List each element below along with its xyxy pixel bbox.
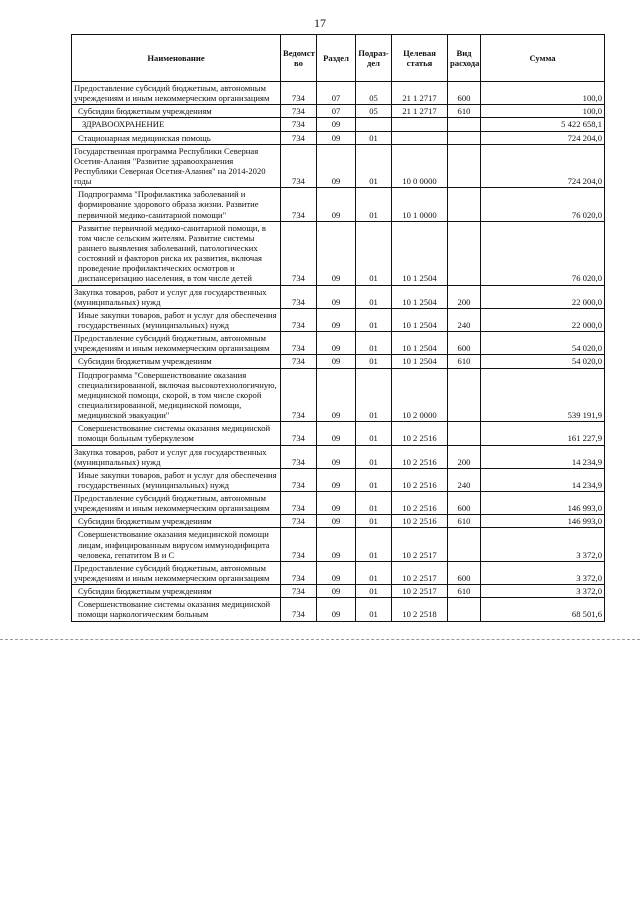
page-number: 17 bbox=[314, 16, 326, 30]
table-row bbox=[72, 285, 605, 308]
cell-vid: 600 bbox=[448, 332, 481, 355]
cell-vid bbox=[448, 528, 481, 561]
cell-name: Совершенствование системы оказания медицинской помощи больным туберкулезом bbox=[72, 422, 281, 445]
cell-summa: 68 501,6 bbox=[481, 598, 605, 621]
cell-summa: 146 993,0 bbox=[481, 492, 605, 515]
cell-name: ЗДРАВООХРАНЕНИЕ bbox=[72, 118, 281, 131]
cell-name: Субсидии бюджетным учреждениям bbox=[72, 515, 281, 528]
cell-razdel: 09 bbox=[317, 422, 356, 445]
cell-ved: 734 bbox=[281, 118, 317, 131]
cell-celevaya: 10 1 2504 bbox=[392, 285, 448, 308]
cell-name: Закупка товаров, работ и услуг для государственных (муниципальных) нужд bbox=[72, 285, 281, 308]
cell-razdel: 09 bbox=[317, 118, 356, 131]
cell-summa: 539 191,9 bbox=[481, 368, 605, 422]
cell-celevaya: 10 2 2518 bbox=[392, 598, 448, 621]
cell-razdel: 09 bbox=[317, 598, 356, 621]
table-row bbox=[72, 585, 605, 598]
cell-ved: 734 bbox=[281, 528, 317, 561]
cell-razdel: 07 bbox=[317, 82, 356, 105]
cell-razdel: 09 bbox=[317, 131, 356, 144]
table-header-row bbox=[72, 35, 605, 82]
cell-podrazdel: 01 bbox=[356, 515, 392, 528]
table-row bbox=[72, 598, 605, 621]
cell-celevaya: 10 2 2517 bbox=[392, 561, 448, 584]
cell-vid: 240 bbox=[448, 468, 481, 491]
cell-vid: 610 bbox=[448, 585, 481, 598]
cell-podrazdel: 05 bbox=[356, 105, 392, 118]
cell-summa: 724 204,0 bbox=[481, 131, 605, 144]
cell-podrazdel: 01 bbox=[356, 468, 392, 491]
cell-vid bbox=[448, 131, 481, 144]
cell-name: Субсидии бюджетным учреждениям bbox=[72, 105, 281, 118]
cell-summa: 3 372,0 bbox=[481, 528, 605, 561]
cell-summa: 22 000,0 bbox=[481, 285, 605, 308]
table-row bbox=[72, 118, 605, 131]
cell-celevaya: 10 1 2504 bbox=[392, 308, 448, 331]
cell-razdel: 09 bbox=[317, 585, 356, 598]
cell-ved: 734 bbox=[281, 332, 317, 355]
cell-vid: 240 bbox=[448, 308, 481, 331]
cell-summa: 54 020,0 bbox=[481, 332, 605, 355]
cell-razdel: 09 bbox=[317, 355, 356, 368]
cell-vid: 200 bbox=[448, 445, 481, 468]
table-row bbox=[72, 445, 605, 468]
cell-ved: 734 bbox=[281, 144, 317, 188]
cell-name: Государственная программа Республики Северная Осетия-Алания "Развитие здравоохранения Республики Северная Осетия-Алания" на 2014-2020 годы bbox=[72, 144, 281, 188]
cell-celevaya: 10 2 2517 bbox=[392, 528, 448, 561]
cell-vid: 600 bbox=[448, 82, 481, 105]
table-row bbox=[72, 131, 605, 144]
cell-summa: 14 234,9 bbox=[481, 445, 605, 468]
cell-ved: 734 bbox=[281, 285, 317, 308]
table-row bbox=[72, 515, 605, 528]
cell-summa: 146 993,0 bbox=[481, 515, 605, 528]
cell-celevaya: 21 1 2717 bbox=[392, 82, 448, 105]
table-row bbox=[72, 355, 605, 368]
cell-name: Предоставление субсидий бюджетным, автономным учреждениям и иным некоммерческим организациям bbox=[72, 332, 281, 355]
cell-summa: 5 422 658,1 bbox=[481, 118, 605, 131]
header-podrazdel: Подраз- дел bbox=[356, 35, 392, 82]
cell-name: Субсидии бюджетным учреждениям bbox=[72, 585, 281, 598]
cell-podrazdel: 01 bbox=[356, 131, 392, 144]
table-row bbox=[72, 82, 605, 105]
budget-table bbox=[71, 34, 605, 622]
table-row bbox=[72, 528, 605, 561]
cell-name: Закупка товаров, работ и услуг для государственных (муниципальных) нужд bbox=[72, 445, 281, 468]
cell-podrazdel: 01 bbox=[356, 422, 392, 445]
cell-ved: 734 bbox=[281, 598, 317, 621]
cell-podrazdel: 01 bbox=[356, 445, 392, 468]
cell-celevaya: 10 2 0000 bbox=[392, 368, 448, 422]
cell-razdel: 09 bbox=[317, 332, 356, 355]
cell-name: Подпрограмма "Совершенствование оказания специализированной, включая высокотехнологичную, медицинской помощи, скорой, в том числе скорой специализированной, медицинской помощи, медицинской эвакуации" bbox=[72, 368, 281, 422]
cell-ved: 734 bbox=[281, 308, 317, 331]
cell-name: Совершенствование оказания медицинской помощи лицам, инфицированным вирусом иммунодифицита человека, гепатитом В и С bbox=[72, 528, 281, 561]
cell-celevaya bbox=[392, 131, 448, 144]
cell-ved: 734 bbox=[281, 492, 317, 515]
cell-celevaya: 10 1 2504 bbox=[392, 221, 448, 285]
cell-celevaya: 10 2 2516 bbox=[392, 492, 448, 515]
cell-podrazdel: 01 bbox=[356, 368, 392, 422]
cell-summa: 54 020,0 bbox=[481, 355, 605, 368]
cell-summa: 100,0 bbox=[481, 105, 605, 118]
cell-razdel: 09 bbox=[317, 445, 356, 468]
cell-razdel: 09 bbox=[317, 468, 356, 491]
cell-summa: 100,0 bbox=[481, 82, 605, 105]
table-body bbox=[72, 82, 605, 622]
cell-podrazdel: 01 bbox=[356, 221, 392, 285]
cell-ved: 734 bbox=[281, 105, 317, 118]
cell-ved: 734 bbox=[281, 561, 317, 584]
cell-ved: 734 bbox=[281, 468, 317, 491]
cell-celevaya: 10 2 2516 bbox=[392, 515, 448, 528]
cell-ved: 734 bbox=[281, 368, 317, 422]
cell-name: Совершенствование системы оказания медицинской помощи наркологическим больным bbox=[72, 598, 281, 621]
cell-summa: 14 234,9 bbox=[481, 468, 605, 491]
table-row bbox=[72, 144, 605, 188]
cell-ved: 734 bbox=[281, 585, 317, 598]
cell-ved: 734 bbox=[281, 422, 317, 445]
table-row bbox=[72, 105, 605, 118]
cell-celevaya: 10 2 2516 bbox=[392, 422, 448, 445]
cell-podrazdel bbox=[356, 118, 392, 131]
header-summa: Сумма bbox=[481, 35, 605, 82]
cell-podrazdel: 01 bbox=[356, 528, 392, 561]
cell-vid: 610 bbox=[448, 515, 481, 528]
cell-ved: 734 bbox=[281, 188, 317, 221]
table-row bbox=[72, 368, 605, 422]
cell-name: Иные закупки товаров, работ и услуг для обеспечения государственных (муниципальных) нужд bbox=[72, 468, 281, 491]
cell-podrazdel: 01 bbox=[356, 144, 392, 188]
cell-podrazdel: 01 bbox=[356, 188, 392, 221]
cell-summa: 3 372,0 bbox=[481, 561, 605, 584]
cell-vid bbox=[448, 368, 481, 422]
cell-vid: 600 bbox=[448, 561, 481, 584]
cell-ved: 734 bbox=[281, 355, 317, 368]
table-row bbox=[72, 492, 605, 515]
cell-summa: 76 020,0 bbox=[481, 188, 605, 221]
cell-podrazdel: 01 bbox=[356, 598, 392, 621]
table-row bbox=[72, 468, 605, 491]
cell-celevaya: 10 1 2504 bbox=[392, 332, 448, 355]
cell-summa: 161 227,9 bbox=[481, 422, 605, 445]
cell-name: Субсидии бюджетным учреждениям bbox=[72, 355, 281, 368]
cell-razdel: 09 bbox=[317, 561, 356, 584]
cell-podrazdel: 01 bbox=[356, 332, 392, 355]
cell-podrazdel: 05 bbox=[356, 82, 392, 105]
cell-celevaya: 10 2 2516 bbox=[392, 445, 448, 468]
cell-ved: 734 bbox=[281, 82, 317, 105]
cell-celevaya: 21 1 2717 bbox=[392, 105, 448, 118]
header-name: Наименование bbox=[72, 35, 281, 82]
header-ved: Ведомст во bbox=[281, 35, 317, 82]
cell-ved: 734 bbox=[281, 221, 317, 285]
cell-podrazdel: 01 bbox=[356, 561, 392, 584]
table-row bbox=[72, 332, 605, 355]
table-row bbox=[72, 188, 605, 221]
cell-podrazdel: 01 bbox=[356, 492, 392, 515]
table-row bbox=[72, 221, 605, 285]
cell-ved: 734 bbox=[281, 445, 317, 468]
cell-summa: 76 020,0 bbox=[481, 221, 605, 285]
cell-razdel: 09 bbox=[317, 492, 356, 515]
fold-line bbox=[0, 639, 640, 640]
cell-podrazdel: 01 bbox=[356, 585, 392, 598]
cell-razdel: 09 bbox=[317, 144, 356, 188]
cell-podrazdel: 01 bbox=[356, 355, 392, 368]
cell-razdel: 09 bbox=[317, 188, 356, 221]
cell-ved: 734 bbox=[281, 515, 317, 528]
cell-name: Предоставление субсидий бюджетным, автономным учреждениям и иным некоммерческим организациям bbox=[72, 561, 281, 584]
table-row bbox=[72, 422, 605, 445]
cell-name: Предоставление субсидий бюджетным, автономным учреждениям и иным некоммерческим организациям bbox=[72, 492, 281, 515]
cell-podrazdel: 01 bbox=[356, 308, 392, 331]
cell-name: Предоставление субсидий бюджетным, автономным учреждениям и иным некоммерческим организациям bbox=[72, 82, 281, 105]
cell-vid bbox=[448, 144, 481, 188]
cell-vid: 200 bbox=[448, 285, 481, 308]
cell-name: Подпрограмма "Профилактика заболеваний и формирование здорового образа жизни. Развитие первичной медико-санитарной помощи" bbox=[72, 188, 281, 221]
cell-name: Стационарная медицинская помощь bbox=[72, 131, 281, 144]
cell-vid bbox=[448, 188, 481, 221]
cell-celevaya bbox=[392, 118, 448, 131]
cell-razdel: 09 bbox=[317, 515, 356, 528]
cell-summa: 724 204,0 bbox=[481, 144, 605, 188]
header-vid: Вид расхода bbox=[448, 35, 481, 82]
cell-vid bbox=[448, 598, 481, 621]
cell-name: Развитие первичной медико-санитарной помощи, в том числе сельским жителям. Развитие системы раннего выявления заболеваний, патологических состояний и факторов риска их развития, включая проведение профилактических осмотров и диспансеризацию населения, в том числе детей bbox=[72, 221, 281, 285]
cell-celevaya: 10 1 0000 bbox=[392, 188, 448, 221]
cell-celevaya: 10 2 2516 bbox=[392, 468, 448, 491]
cell-podrazdel: 01 bbox=[356, 285, 392, 308]
cell-vid bbox=[448, 221, 481, 285]
cell-razdel: 09 bbox=[317, 285, 356, 308]
table-row bbox=[72, 561, 605, 584]
cell-vid: 610 bbox=[448, 355, 481, 368]
cell-razdel: 09 bbox=[317, 368, 356, 422]
table-row bbox=[72, 308, 605, 331]
cell-vid bbox=[448, 118, 481, 131]
cell-razdel: 09 bbox=[317, 528, 356, 561]
cell-vid: 600 bbox=[448, 492, 481, 515]
cell-razdel: 07 bbox=[317, 105, 356, 118]
cell-summa: 3 372,0 bbox=[481, 585, 605, 598]
header-celevaya: Целевая статья bbox=[392, 35, 448, 82]
cell-celevaya: 10 2 2517 bbox=[392, 585, 448, 598]
cell-celevaya: 10 1 2504 bbox=[392, 355, 448, 368]
cell-name: Иные закупки товаров, работ и услуг для обеспечения государственных (муниципальных) нужд bbox=[72, 308, 281, 331]
cell-razdel: 09 bbox=[317, 221, 356, 285]
cell-razdel: 09 bbox=[317, 308, 356, 331]
cell-vid: 610 bbox=[448, 105, 481, 118]
cell-summa: 22 000,0 bbox=[481, 308, 605, 331]
cell-vid bbox=[448, 422, 481, 445]
cell-ved: 734 bbox=[281, 131, 317, 144]
cell-celevaya: 10 0 0000 bbox=[392, 144, 448, 188]
header-razdel: Раздел bbox=[317, 35, 356, 82]
